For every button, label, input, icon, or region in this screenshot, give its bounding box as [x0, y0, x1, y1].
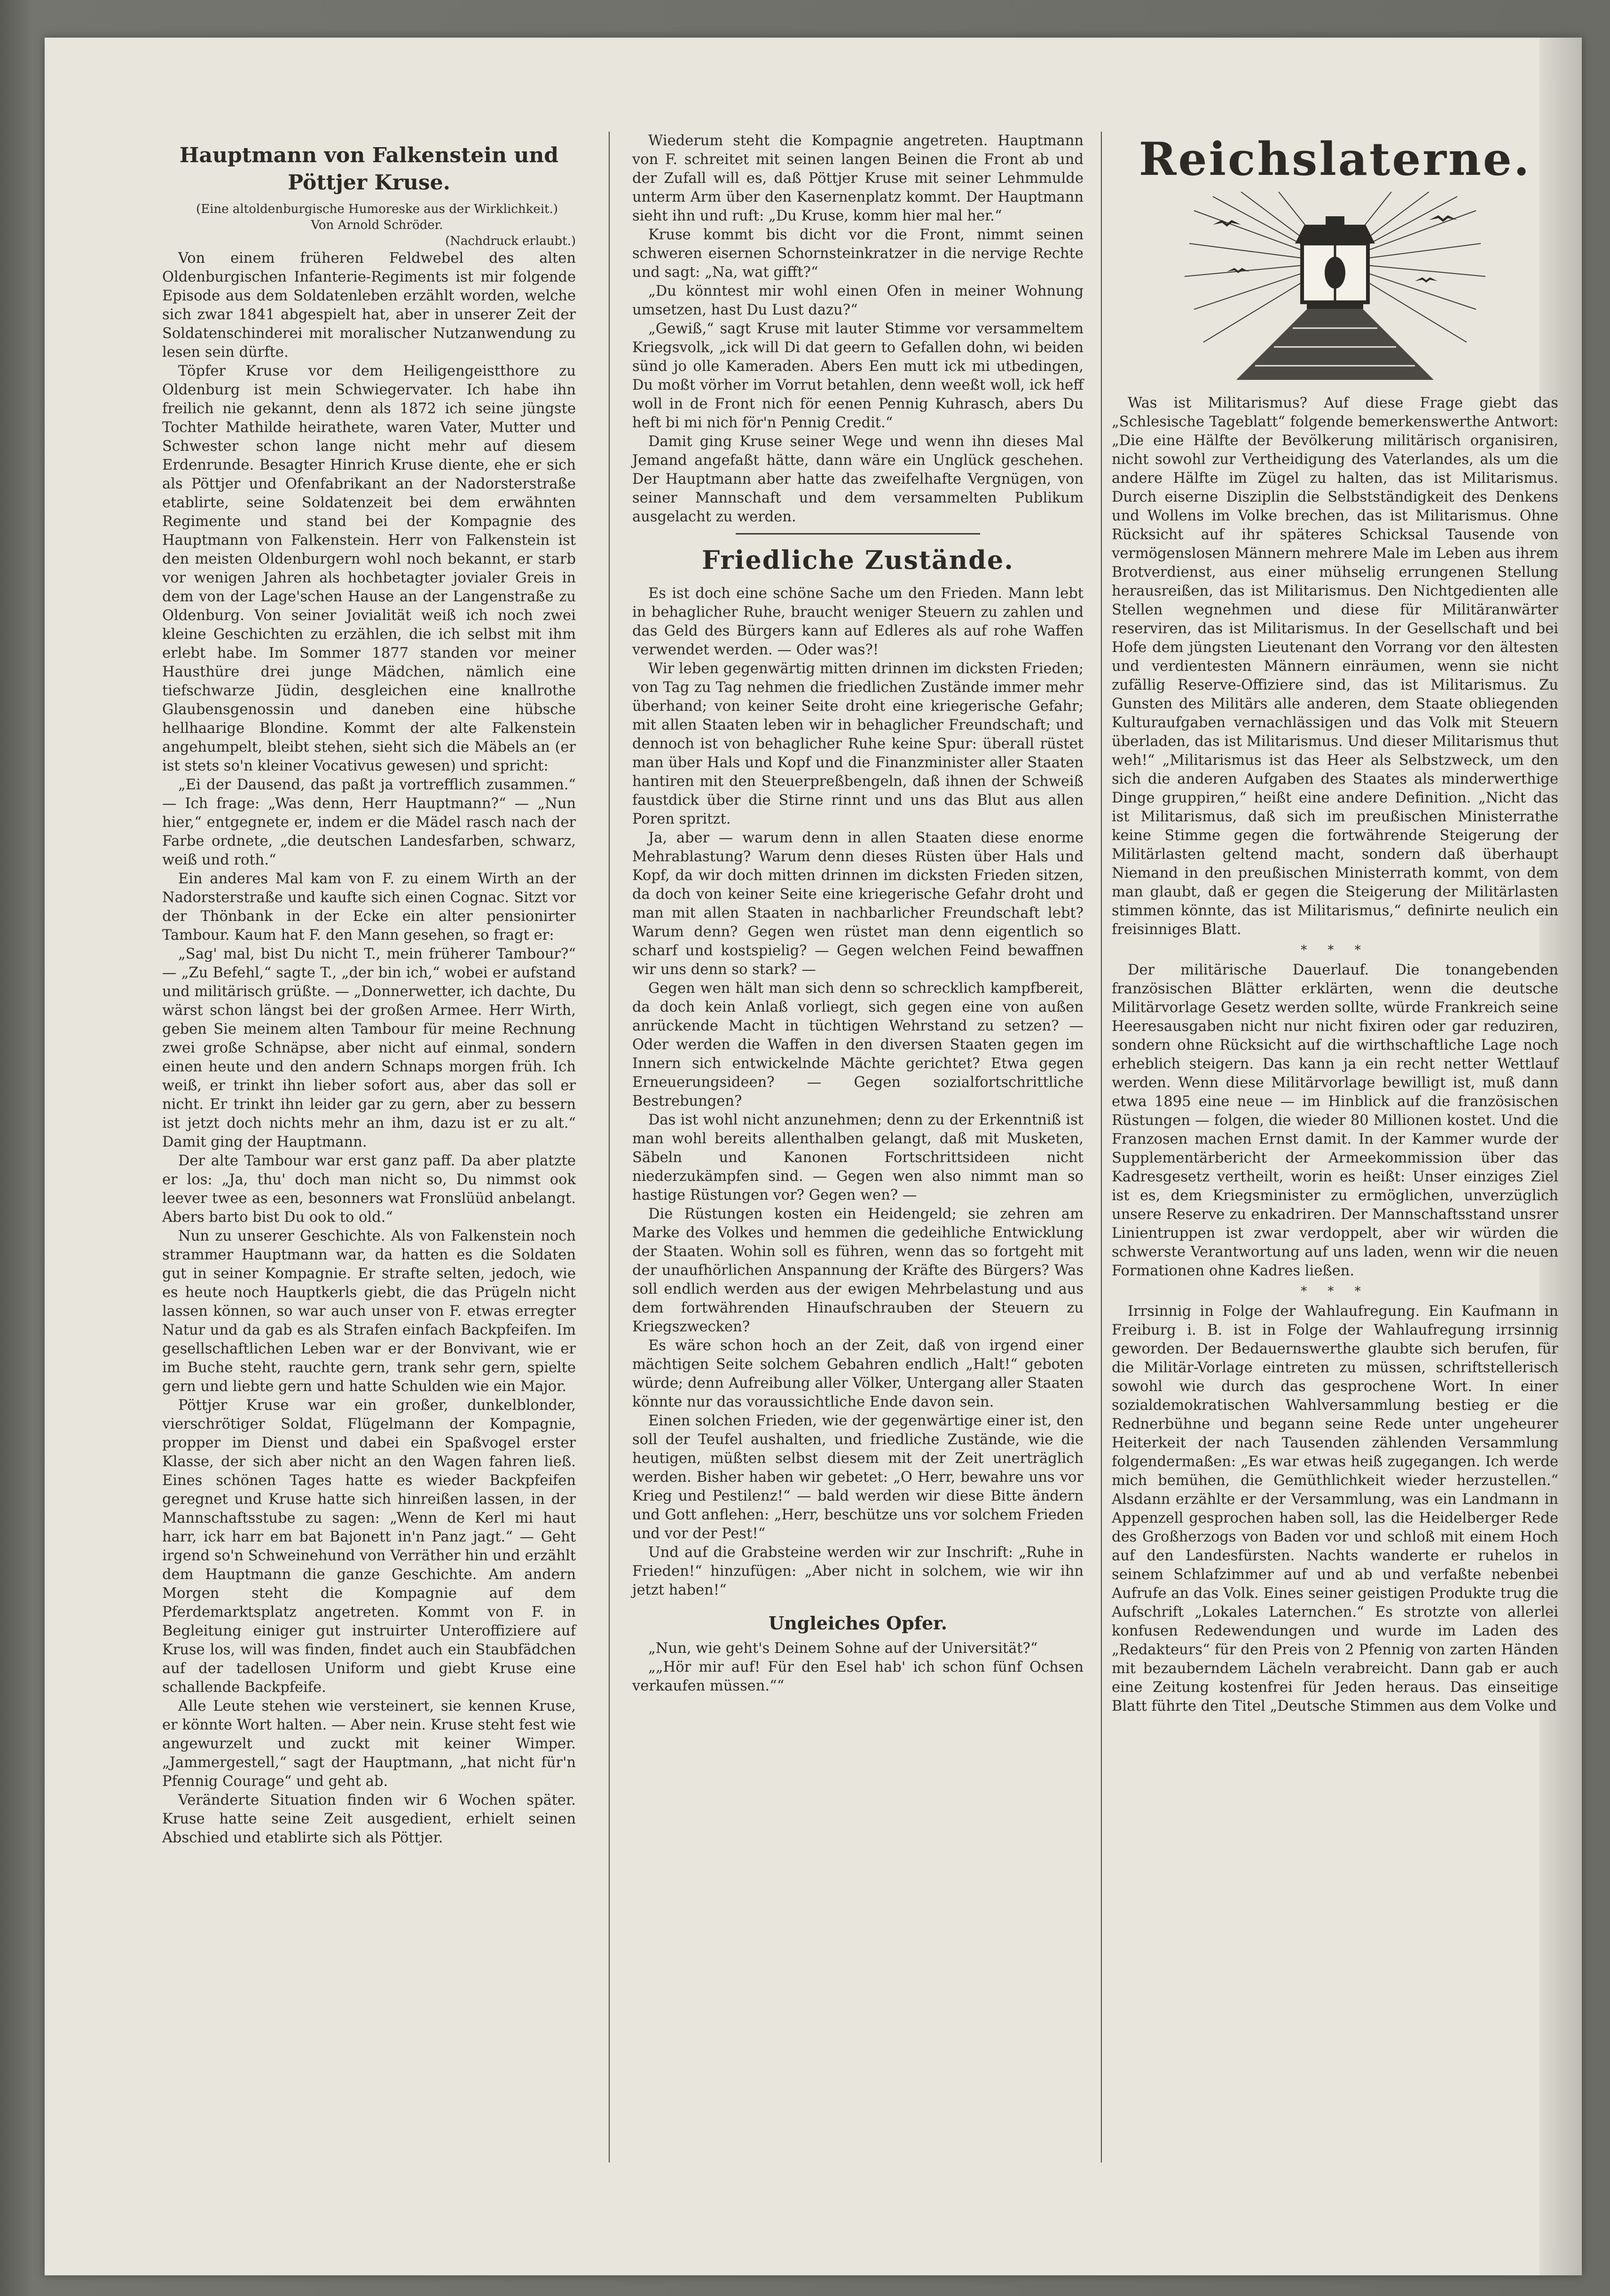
paragraph: Einen solchen Frieden, wie der gegenwärtige einer ist, den soll der Teufel aushalten, und friedliche Zustände, wie die heutigen, müßten selbst diesem mit der Zeit unerträglich werden. Bisher haben wir gebetet: „O Herr, bewahre uns vor Krieg und Pestilenz!“ — bald werden wir diese Bitte ändern und Gott anflehen: „Herr, beschütze uns vor solchem Frieden und vor der Pest!“ [632, 1413, 1084, 1542]
paragraph: Was ist Militarismus? Auf diese Frage giebt das „Schlesische Tageblatt“ folgende bemerkenswerthe Antwort: „Die eine Hälfte der Bevölkerung militärisch organisiren, nicht sowohl zur Vertheidigung des Vaterlandes, als um die andere Hälfte im Zügel zu halten, das ist Militarismus. Durch eiserne Disziplin die Selbstständigkeit des Denkens und Wollens im Volke brechen, das ist Militarismus. Ohne Rücksicht auf ihr späteres Schicksal Tausende von vermögenslosen Männern mehrere Male im Leben aus ihrem Brotverdienst, aus einer mühselig errungenen Stellung herausreißen, das ist Militarismus. Den Nichtgedienten alle Stellen wegnehmen und diese für Militäranwärter reserviren, das ist Militarismus. In der Gesellschaft und bei Hofe dem jüngsten Lieutenant den Vorrang vor den ältesten und verdientesten Männern einräumen, wenn sie nicht zufällig Reserve-Offiziere sind, das ist Militarismus. Zu Gunsten des Militärs alle anderen, dem Staate obliegenden Kulturaufgaben vernachlässigen und das Volk mit Steuern überladen, das ist Militarismus. Und dieser Militarismus thut weh!“ „Militarismus ist das Heer als Selbstzweck, um den sich die anderen Aufgaben des Staates als minderwerthige Dinge gruppiren,“ heißt eine andere Definition. „Nicht das ist Militarismus, daß sich im preußischen Ministerrathe keine Stimme gegen die fortwährende Steigerung der Militärlasten geltend macht, sondern daß überhaupt Niemand in den preußischen Ministerrath kommt, von dem man glaubt, daß er gegen die Steigerung der Militärlasten stimmen könnte, das ist Militarismus,“ definirte neulich ein freisinniges Blatt. [1112, 395, 1558, 938]
paragraph: Ein anderes Mal kam von F. zu einem Wirth an der Nadorsterstraße und kaufte sich einen Cognac. Sitzt vor der Thönbank in der Ecke ein alter pensionirter Tambour. Kaum hat F. den Mann gesehen, so fragt er: [162, 871, 576, 944]
section-divider [736, 533, 980, 535]
paragraph: Gegen wen hält man sich denn so schrecklich kampfbereit, da doch kein Anlaß vorliegt, sich gegen eine von außen anrückende Macht in tüchtigen Wehrstand zu setzen? — Oder werden die Waffen in den diversen Staaten gegen im Innern sich entwickelnde Mächte gerichtet? Etwa gegen Erneuerungsideen? — Gegen sozialfortschrittliche Bestrebungen? [632, 980, 1084, 1109]
paragraph: Töpfer Kruse vor dem Heiligengeistthore zu Oldenburg ist mein Schwiegervater. Ich habe ihn freilich nie gekannt, denn als 1872 ich seine jüngste Tochter Mathilde heirathete, waren Vater, Mutter und Schwester schon lange nicht mehr auf diesem Erdenrunde. Besagter Hinrich Kruse diente, ehe er sich als Pöttjer und Ofenfabrikant an der Nadorsterstraße etablirte, seine Soldatenzeit bei dem erwähnten Regimente und stand bei der Kompagnie des Hauptmann von Falkenstein. Herr von Falkenstein ist den meisten Oldenburgern wohl noch bekannt, er starb vor wenigen Jahren als hochbetagter jovialer Greis in dem von der Lage'schen Hause an der Langenstraße zu Oldenburg. Von seiner Jovialität weiß ich noch zwei kleine Geschichten zu erzählen, die ich selbst mit ihm erlebt habe. Im Sommer 1877 standen vor meiner Hausthüre drei junge Mädchen, nämlich eine tiefschwarze Jüdin, desgleichen eine knallrothe Glaubensgenossin und daneben eine hübsche hellhaarige Blondine. Kommt der alte Falkenstein angehumpelt, bleibt stehen, sieht sich die Mäbels an (er ist stets so'n kleiner Vocativus gewesen) und spricht: [162, 363, 576, 774]
paragraph: Es wäre schon hoch an der Zeit, daß von irgend einer mächtigen Seite solchem Gebahren endlich „Halt!“ geboten würde; denn Aufreibung aller Völker, Untergang aller Staaten könnte nur das voraussichtliche Ende davon sein. [632, 1337, 1084, 1410]
paragraph: Und auf die Grabsteine werden wir zur Inschrift: „Ruhe in Frieden!“ hinzufügen: „Aber nicht in solchem, wie wir ihn jetzt haben!“ [632, 1544, 1084, 1598]
paragraph: Wir leben gegenwärtig mitten drinnen im dicksten Frieden; von Tag zu Tag nehmen die friedlichen Zustände immer mehr überhand; von keiner Seite droht eine kriegerische Gefahr; mit allen Staaten leben wir in behaglicher Freundschaft; und dennoch ist von behaglicher Ruhe keine Spur: überall rüstet man über Hals und Kopf und die Finanzminister aller Staaten hantiren mit den Steuerpreßbengeln, daß ihnen der Schweiß faustdick über die Stirne rinnt und uns das Blut aus allen Poren spritzt. [632, 660, 1084, 827]
article-subtitle: (Eine altoldenburgische Humoreske aus der Wirklichkeit.) [196, 202, 558, 216]
stars-divider: * * * [1301, 943, 1369, 957]
article-author: Von Arnold Schröder. [311, 218, 443, 232]
paragraph: „Ei der Dausend, das paßt ja vortrefflich zusammen.“ — Ich frage: „Was denn, Herr Hauptmann?“ — „Nun hier,“ entgegnete er, indem er die Mädel rasch nach der Farbe ordnete, „die deutschen Landesfarben, schwarz, weiß und roth.“ [162, 777, 576, 868]
section-title: Friedliche Zustände. [702, 545, 1014, 575]
paragraph: Von einem früheren Feldwebel des alten Oldenburgischen Infanterie-Regiments ist mir folgende Episode aus dem Soldatenleben erzählt worden, welche sich zwar 1841 abgespielt hat, aber in unserer Zeit der Soldatenschinderei mit moralischer Nutzanwendung zu lesen sein dürfte. [162, 250, 576, 361]
column-rule-2 [1101, 132, 1102, 2162]
paragraph: Veränderte Situation finden wir 6 Wochen später. Kruse hatte seine Zeit ausgedient, erhielt seinen Abschied und etablirte sich als Pöttjer. [162, 1792, 576, 1846]
paragraph: Damit ging Kruse seiner Wege und wenn ihn dieses Mal Jemand angefaßt hätte, dann wäre ein Unglück geschehen. Der Hauptmann aber hatte das zweifelhafte Vergnügen, von seiner Mannschaft und dem versammelten Publikum ausgelacht zu werden. [632, 433, 1084, 525]
paragraph: Der alte Tambour war erst ganz paff. Da aber platzte er los: „Ja, thu' doch man nicht so, Du nimmst ook leever twee as een, besonners wat Fronslüüd anbelangt. Abers barto bist Du ook to old.“ [162, 1153, 576, 1226]
paragraph: „Nun, wie geht's Deinem Sohne auf der Universität?“ [648, 1640, 1038, 1657]
headline-line-2: Pöttjer Kruse. [288, 171, 450, 195]
paragraph: Irrsinnig in Folge der Wahlaufregung. Ein Kaufmann in Freiburg i. B. ist in Folge der Wahlaufregung irrsinnig geworden. Der Bedauernswerthe glaubte sich berufen, für die Militär-Vorlage eintreten zu müssen, schriftstellerisch sowohl wie durch das gesprochene Wort. In einer sozialdemokratischen Wahlversammlung bestieg er die Rednerbühne und begann seine Rede unter ungeheurer Heiterkeit der nach Tausenden zählenden Versammlung folgendermaßen: „Es war etwas heiß zugegangen. Ich werde mich bemühen, die Gemüthlichkeit wieder herzustellen.“ Alsdann erzählte er der Versammlung, was ein Landmann in Appenzell gesprochen haben soll, las die Heidelberger Rede des Großherzogs von Baden vor und schloß mit einem Hoch auf den Landesfürsten. Nachts wanderte er ruhelos in seinem Schlafzimmer auf und ab und verfaßte nebenbei Aufrufe an das Volk. Eines seiner geistigen Produkte trug die Aufschrift „Lokales Laternchen.“ Es strotzte von allerlei konfusen Redewendungen und wurde im Laden des „Redakteurs“ für den Preis von 2 Pfennig von zarten Händen mit bezauberndem Lächeln verabreicht. Dann gab er auch eine Zeitung kostenfrei für Jeden heraus. Das einseitige Blatt führte den Titel „Deutsche Stimmen aus dem Volke und [1112, 1303, 1558, 1714]
column-1 [162, 132, 576, 1848]
paragraph: „Sag' mal, bist Du nicht T., mein früherer Tambour?“ — „Zu Befehl,“ sagte T., „der bin ich,“ wobei er aufstand und militärisch grüßte. — „Donnerwetter, ich dachte, Du wärst schon längst bei der großen Armee. Herr Wirth, geben Sie meinem alten Tambour für meine Rechnung zwei große Schnäpse, aber nicht auf einmal, sondern einen heute und den andern Schnaps morgen früh. Ich weiß, er trinkt ihn lieber sofort aus, aber das soll er nicht. Er trinkt ihn leider gar zu gern, aber zu bessern ist jetzt doch nichts mehr an ihm, dazu ist er zu alt.“ Damit ging der Hauptmann. [162, 946, 576, 1150]
column-rule-1 [609, 132, 610, 2162]
paragraph: Pöttjer Kruse war ein großer, dunkelblonder, vierschrötiger Soldat, Flügelmann der Kompagnie, propper im Dienst und dabei ein Spaßvogel erster Klasse, der sich aber nicht an den Wagen fahren ließ. Eines schönen Tages hatte es wieder Backpfeifen geregnet und Kruse hatte sich hinreißen lassen, in der Mannschaftsstube zu sagen: „Wenn de Kerl mi haut harr, ick harr em bat Bajonett in'n Panz jagt.“ — Geht irgend so'n Schweinehund von Verräther hin und erzählt dem Hauptmann die ganze Geschichte. Am andern Morgen steht die Kompagnie auf dem Pferdemarktsplatz angetreten. Kommt von F. in Begleitung einiger gut instruirter Unteroffiziere auf Kruse los, will was finden, findet auch ein Staubfädchen auf der tadellosen Uniform und giebt Kruse eine schallende Backpfeife. [162, 1397, 576, 1696]
paragraph: Die Rüstungen kosten ein Heidengeld; sie zehren am Marke des Volkes und hemmen die gedeihliche Entwicklung der Staaten. Wohin soll es führen, wenn das so fortgeht mit der unaufhörlichen Anspannung der Kräfte des Bürgers? Was soll endlich werden aus der ewigen Mehrbelastung und aus dem fortwährenden Hinaufschrauben der Steuern zu Kriegszwecken? [632, 1206, 1084, 1335]
paragraph: „Du könntest mir wohl einen Ofen in meiner Wohnung umsetzen, hast Du Lust dazu?“ [632, 283, 1084, 318]
reichslaterne-masthead: Reichslaterne. [1139, 133, 1531, 186]
lantern-illustration [1185, 192, 1485, 380]
headline-line-1: Hauptmann von Falkenstein und [179, 143, 559, 167]
paragraph: Wiederum steht die Kompagnie angetreten. Hauptmann von F. schreitet mit seinen langen Beinen die Front ab und der Zufall will es, daß Pöttjer Kruse mit seiner Lehmmulde unterm Arm über den Kasernenplatz kommt. Der Hauptmann sieht ihn und ruft: „Du Kruse, komm hier mal her.“ [632, 133, 1084, 224]
paragraph: Ja, aber — warum denn in allen Staaten diese enorme Mehrablastung? Warum denn dieses Rüsten über Hals und Kopf, da wir doch mitten drinnen im dicksten Frieden sitzen, da doch von keiner Seite eine kriegerische Gefahr droht und man mit allen Staaten in nachbarlicher Freundschaft lebt? Warum denn? Gegen wen rüstet man denn eigentlich so scharf und kostspielig? — Gegen welchen Feind bewaffnen wir uns denn so stark? — [632, 830, 1084, 978]
paragraph: Kruse kommt bis dicht vor die Front, nimmt seinen schweren eisernen Schornsteinkratzer in die nervige Rechte und sagt: „Na, wat gifft?“ [632, 227, 1084, 281]
paragraph: Das ist wohl nicht anzunehmen; denn zu der Erkenntniß ist man wohl bereits allenthalben gelangt, daß mit Musketen, Säbeln und Kanonen Fortschrittsideen nicht niederzukämpfen sind. — Gegen wen also nimmt man so hastige Rüstungen vor? Gegen wen? — [632, 1112, 1084, 1203]
paragraph: Es ist doch eine schöne Sache um den Frieden. Mann lebt in behaglicher Ruhe, braucht weniger Steuern zu zahlen und das Geld des Bürgers kann auf Edleres als auf rohe Waffen verwendet werden. — Oder was?! [632, 585, 1084, 658]
reprint-note: (Nachdruck erlaubt.) [445, 234, 576, 248]
paragraph: Nun zu unserer Geschichte. Als von Falkenstein noch strammer Hauptmann war, da hatten es die Soldaten gut in seiner Kompagnie. Er strafte selten, jedoch, wie es heute noch Hauptkerls giebt, die das Prügeln nicht lassen können, so war auch unser von F. etwas erregter Natur und da gab es als Strafen einfach Backpfeifen. Im gesellschaftlichen Leben war er der Bonvivant, wie er im Buche steht, rauchte gern, trank sehr gern, spielte gern und liebte gern und hatte Schulden wie ein Major. [162, 1228, 576, 1395]
column-2 [632, 132, 1084, 1696]
paragraph: Alle Leute stehen wie versteinert, sie kennen Kruse, er könnte Wort halten. — Aber nein. Kruse steht fest wie angewurzelt und zuckt mit keiner Wimper. „Jammergestell,“ sagt der Hauptmann, „hat nicht für'n Pfennig Courage“ und geht ab. [162, 1698, 576, 1790]
stars-divider: * * * [1301, 1284, 1369, 1298]
small-title: Ungleiches Opfer. [769, 1612, 947, 1634]
column-3 [1112, 132, 1558, 1716]
paragraph: Der militärische Dauerlauf. Die tonangebenden französischen Blätter erklärten, wenn die deutsche Militärvorlage Gesetz werden sollte, würde Frankreich seine Heeresausgaben nicht nur nicht fixiren oder gar reduziren, sondern ohne Rücksicht auf die wirthschaftliche Lage noch erheblich steigern. Das kann ja ein recht netter Wettlauf werden. Wenn diese Militärvorlage bewilligt ist, muß dann etwa 1895 eine neue — im Hinblick auf die französischen Rüstungen — folgen, die wieder 80 Millionen kostet. Und die Franzosen machen Ernst damit. In der Kammer wurde der Supplementärbericht der Armeekommission über das Kadresgesetz vertheilt, worin es heißt: Unser einziges Ziel ist es, dem Kriegsminister zu ermöglichen, unverzüglich unsere Reserve zu enkadriren. Der Mannschaftsstand unsrer Linientruppen ist zwar verdoppelt, aber wir würden die schwerste Verantwortung auf uns laden, wenn wir die neuen Formationen ohne Kadres ließen. [1112, 962, 1558, 1279]
paragraph: „Gewiß,“ sagt Kruse mit lauter Stimme vor versammeltem Kriegsvolk, „ick will Di dat geern to Gefallen dohn, wi beiden sünd jo olle Kameraden. Abers Een mutt ick mi utbedingen, Du moßt vörher im Vorrut betahlen, denn weeßt woll, ick heff woll in de Front nich för eenen Pennig Kuhrasch, abers Du heft bi mi nich för'n Pennig Credit.“ [632, 321, 1084, 431]
paragraph: „„Hör mir auf! Für den Esel hab' ich schon fünf Ochsen verkaufen müssen.““ [632, 1659, 1084, 1694]
article-headline [162, 142, 576, 197]
